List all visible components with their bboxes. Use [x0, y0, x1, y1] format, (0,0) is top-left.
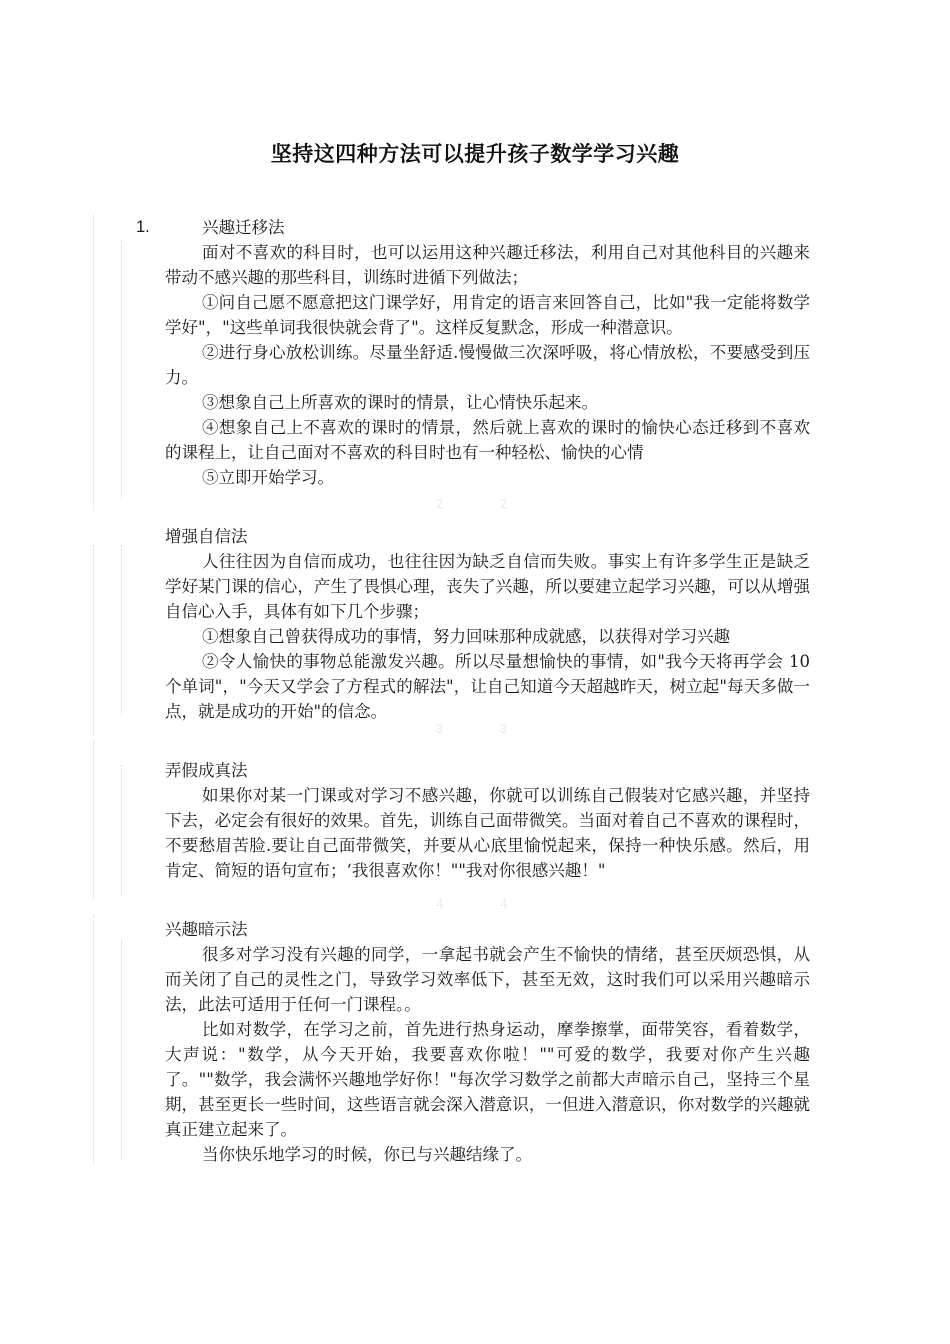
paragraph: ①问自己愿不愿意把这门课学好，用肯定的语言来回答自己，比如"我一定能将数学学好"，"这些单词我很快就会背了"。这样反复默念，形成一种潜意识。 [165, 293, 810, 337]
section-heading: 增强自信法 [165, 527, 248, 546]
faint-marker: 2 [500, 496, 508, 511]
gutter-line [121, 765, 122, 895]
section-heading-row [136, 215, 810, 240]
faint-marker: 3 [436, 721, 444, 736]
section-heading: 兴趣暗示法 [165, 920, 248, 939]
gutter-line [93, 740, 94, 900]
faint-marker: 2 [436, 496, 444, 511]
page-title: 坚持这四种方法可以提升孩子数学学习兴趣 [270, 142, 680, 166]
paragraph: ④想象自己上不喜欢的课时的情景，然后就上喜欢的课时的愉快心态迁移到不喜欢的课程上，让自己面对不喜欢的科目时也有一种轻松、愉快的心情 [165, 418, 810, 462]
paragraph: 比如对数学，在学习之前，首先进行热身运动，摩拳擦掌，面带笑容，看着数学，大声说："数学，从今天开始，我要喜欢你啦！""可爱的数学，我要对你产生兴趣了。""数学，我会满怀兴趣地学好你！"每次学习数学之前都大声暗示自己，坚持三个星期，甚至更长一些时间，这些语言就会深入潜意识，一但进入潜意识，你对数学的兴趣就真正建立起来了。 [165, 1020, 810, 1139]
section-interest-suggestion [165, 917, 810, 1167]
paragraph: ③想象自己上所喜欢的课时的情景，让心情快乐起来。 [202, 393, 598, 412]
gutter-line [121, 240, 122, 500]
section-heading-row [165, 917, 810, 942]
section-heading: 兴趣迁移法 [202, 218, 285, 237]
section-heading-row [165, 524, 810, 549]
section-heading-row [165, 758, 810, 783]
paragraph: 很多对学习没有兴趣的同学，一拿起书就会产生不愉快的情绪，甚至厌烦恐惧，从而关闭了自己的灵性之门，导致学习效率低下，甚至无效，这时我们可以采用兴趣暗示法，此法可适用于任何一门课程。。 [165, 945, 810, 1014]
paragraph: ②令人愉快的事物总能激发兴趣。所以尽量想愉快的事情，如"我今天将再学会 10 个单词"，"今天又学会了方程式的解法"，让自己知道今天超越昨天，树立起"每天多做一点，就是成功的开始"的信念。 [165, 652, 810, 721]
faint-marker: 3 [500, 721, 508, 736]
section-interest-transfer [136, 215, 810, 490]
faint-marker: 4 [436, 896, 444, 911]
gutter-line [121, 545, 122, 715]
list-number: 1. [136, 218, 150, 236]
section-confidence [165, 524, 810, 724]
section-fake-it [165, 758, 810, 883]
paragraph: ②进行身心放松训练。尽量坐舒适.慢慢做三次深呼吸，将心情放松，不要感受到压力。 [165, 343, 810, 387]
gutter-line [93, 215, 94, 510]
paragraph: 人往往因为自信而成功，也往往因为缺乏自信而失败。事实上有许多学生正是缺乏学好某门课的信心，产生了畏惧心理，丧失了兴趣，所以要建立起学习兴趣，可以从增强自信心入手，具体有如下几个步骤； [165, 552, 810, 621]
paragraph: ①想象自己曾获得成功的事情，努力回味那种成就感，以获得对学习兴趣 [202, 627, 730, 646]
document-body [136, 215, 810, 1167]
paragraph: 当你快乐地学习的时候，你已与兴趣结缘了。 [202, 1145, 532, 1164]
gutter-line [121, 940, 122, 1160]
gutter-line [93, 915, 94, 1165]
paragraph: ⑤立即开始学习。 [202, 468, 334, 487]
gutter-line [93, 545, 94, 735]
faint-marker: 4 [500, 896, 508, 911]
paragraph: 面对不喜欢的科目时，也可以运用这种兴趣迁移法，利用自己对其他科目的兴趣来带动不感兴趣的那些科目，训练时进循下列做法； [165, 243, 810, 287]
paragraph: 如果你对某一门课或对学习不感兴趣，你就可以训练自己假装对它感兴趣，并坚持下去，必定会有很好的效果。首先，训练自己面带微笑。当面对着自己不喜欢的课程时，不要愁眉苦脸.要让自己面带微笑，并要从心底里愉悦起来，保持一种快乐感。然后，用肯定、简短的语句宣布；‘我很喜欢你！""我对你很感兴趣！" [165, 786, 810, 880]
section-heading: 弄假成真法 [165, 761, 248, 780]
